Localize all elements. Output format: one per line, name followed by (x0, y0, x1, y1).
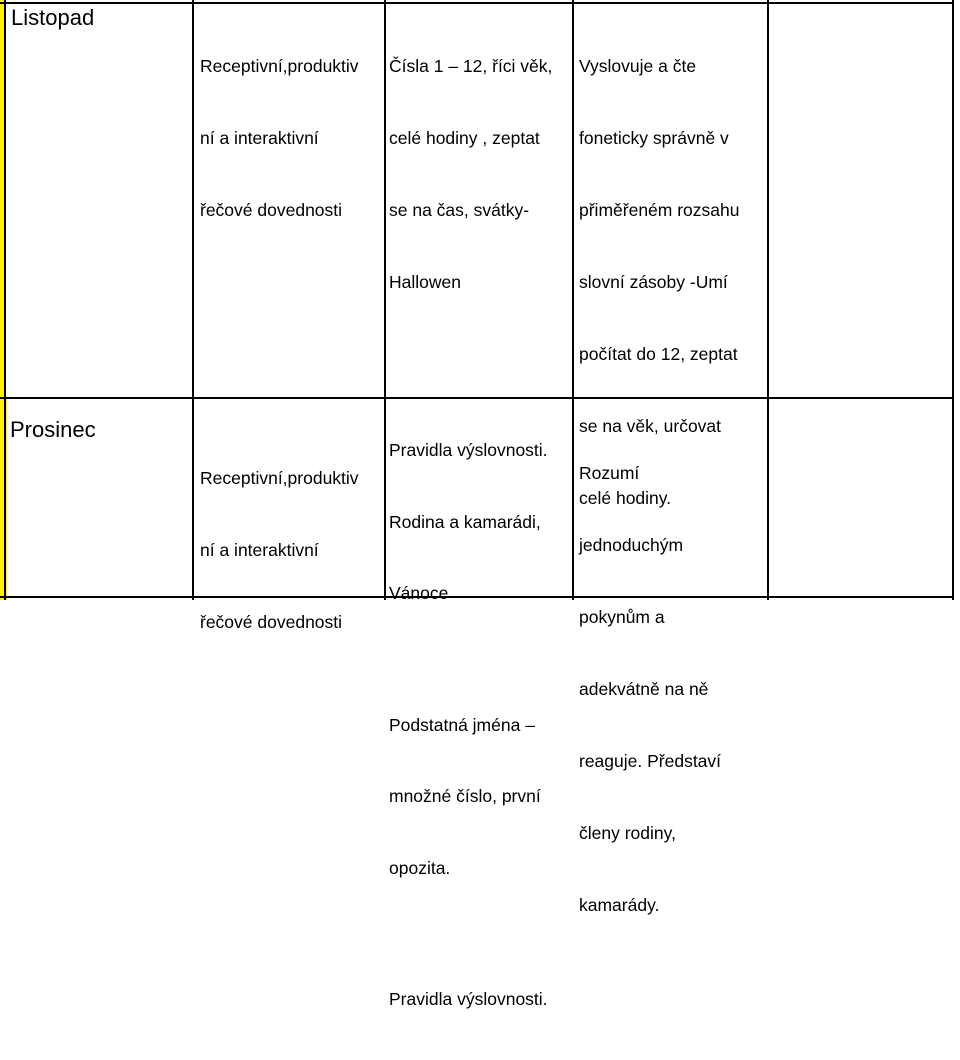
topics-line: Hallowen (389, 272, 461, 292)
column-divider (192, 0, 194, 600)
skills-line: Receptivní,produktiv (200, 468, 359, 488)
topics-line: opozita. (389, 857, 451, 878)
skills-line: řečové dovednosti (200, 612, 343, 632)
skills-cell (200, 418, 359, 682)
skills-cell (200, 6, 359, 270)
table-border-right (952, 0, 954, 600)
outcomes-line: slovní zásoby -Umí (579, 272, 728, 292)
topics-line: Čísla 1 – 12, říci věk, (389, 56, 553, 76)
outcomes-line: reaguje. Představí (579, 751, 722, 771)
outcomes-line: adekvátně na ně (579, 679, 709, 699)
column-divider (767, 0, 769, 600)
outcomes-line: celé hodiny. (579, 488, 672, 508)
outcomes-line: jednoduchým (579, 535, 684, 555)
skills-line: řečové dovednosti (200, 200, 343, 220)
topics-cell (389, 391, 548, 1060)
topics-line: množné číslo, první (389, 786, 541, 806)
topics-line: se na čas, svátky- (389, 200, 530, 220)
topics-line: Pravidla výslovnosti. (389, 989, 548, 1009)
topics-line: Rodina a kamarádi, (389, 511, 541, 532)
outcomes-line: přiměřeném rozsahu (579, 200, 740, 220)
outcomes-line: foneticky správně v (579, 128, 729, 148)
topics-spacer (389, 654, 548, 666)
topics-cell (389, 6, 552, 342)
column-divider (384, 0, 386, 600)
month-cell: Prosinec (10, 417, 96, 442)
outcomes-line: Rozumí (579, 463, 640, 483)
topics-line: Vánoce (389, 583, 449, 603)
month-cell: Listopad (11, 5, 95, 30)
table-border-top (0, 2, 954, 4)
topics-spacer (389, 928, 548, 940)
skills-line: ní a interaktivní (200, 540, 319, 560)
outcomes-cell (579, 413, 721, 965)
outcomes-line: Vyslovuje a čte (579, 56, 697, 76)
table-border-left (4, 0, 6, 600)
outcomes-line: kamarády. (579, 895, 660, 915)
outcomes-line: se na věk, určovat (579, 416, 722, 436)
skills-line: Receptivní,produktiv (200, 56, 359, 76)
outcomes-line: členy rodiny, (579, 823, 676, 843)
outcomes-line: počítat do 12, zeptat (579, 344, 738, 364)
outcomes-line: pokynům a (579, 607, 665, 627)
column-divider (572, 0, 574, 600)
topics-line: Podstatná jména – (389, 714, 535, 735)
topics-line: celé hodiny , zeptat (389, 128, 540, 148)
skills-line: ní a interaktivní (200, 128, 319, 148)
topics-line: Pravidla výslovnosti. (389, 440, 548, 460)
